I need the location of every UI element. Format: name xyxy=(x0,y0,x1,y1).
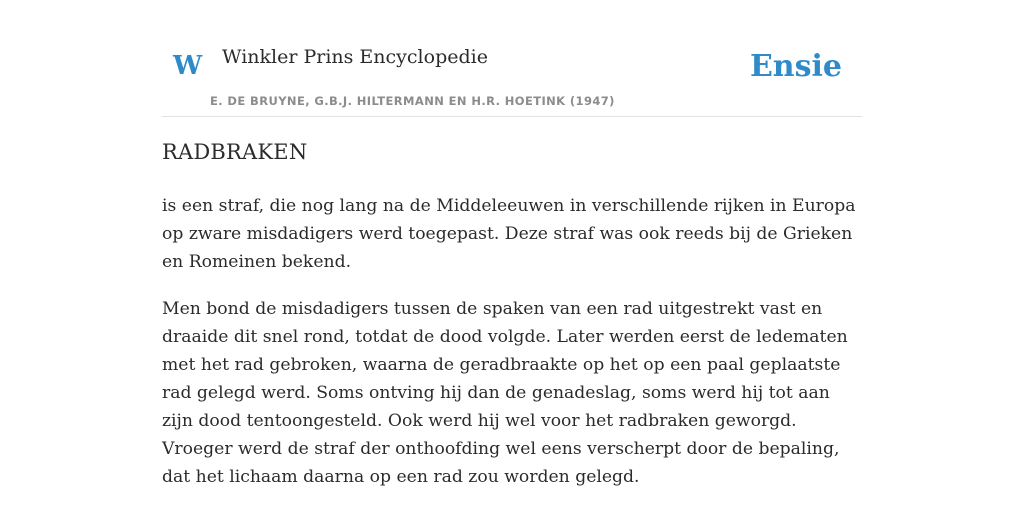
book-title[interactable]: Winkler Prins Encyclopedie xyxy=(222,46,488,68)
page-container xyxy=(162,0,862,487)
ensie-logo-link[interactable]: Ensie xyxy=(749,49,842,84)
entry-paragraph: Men bond de misdadigers tussen de spaken van een rad uitgestrekt vast en draaide dit snel rond, totdat de dood volgde. Later werden eerst de ledematen met het rad gebroken, waarna de geradbraakte op het op een paal geplaatste rad gelegd werd. Soms ontving hij dan de genadeslag, soms werd hij tot aan zijn dood tentoongesteld. Ook werd hij wel voor het radbraken geworgd. Vroeger werd de straf der onthoofding wel eens verscherpt door de bepaling, dat het lichaam daarna op een rad zou worden gelegd. xyxy=(162,299,848,487)
entry-paragraph: is een straf, die nog lang na de Middeleeuwen in verschillende rijken in Europa op zware misdadigers werd toegepast. Deze straf was ook reeds bij de Grieken en Romeinen bekend. xyxy=(162,196,856,272)
entry-title: RADBRAKEN xyxy=(162,140,308,164)
header xyxy=(162,0,862,117)
book-authors: E. DE BRUYNE, G.B.J. HILTERMANN EN H.R. HOETINK (1947) xyxy=(210,94,615,108)
winkler-prins-logo[interactable]: W xyxy=(173,51,203,81)
